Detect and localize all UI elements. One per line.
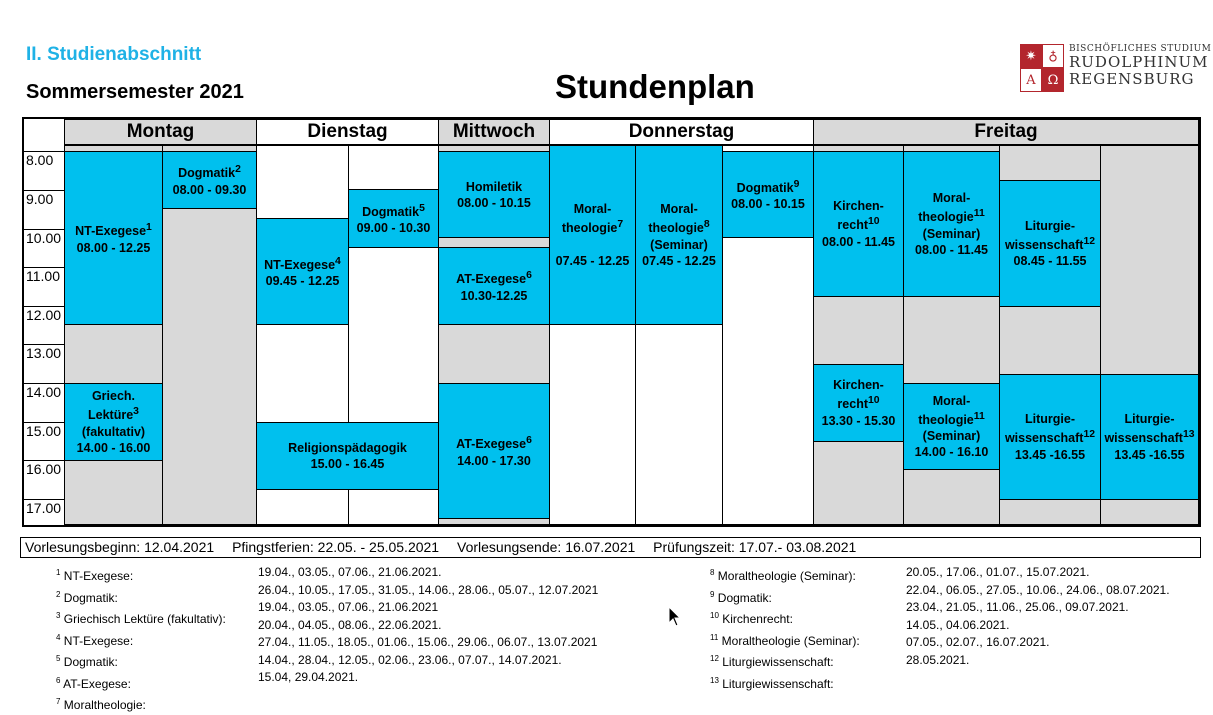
event-moraltheologie-11b[interactable]: Moral- theologie$^{11}$ (Seminar) 14.00 - 16.10 <box>903 383 1000 470</box>
event-dogmatik-5[interactable]: Dogmatik$^5$ 09.00 - 10.30 <box>348 189 439 248</box>
event-kirchenrecht-10b[interactable]: Kirchen- recht$^{10}$ 13.30 - 15.30 <box>813 364 904 442</box>
time-column <box>24 119 66 525</box>
semester-label: Sommersemester 2021 <box>26 81 244 103</box>
mouse-cursor-icon <box>668 606 682 633</box>
time-label: 11.00 <box>26 268 60 284</box>
event-dogmatik-9[interactable]: Dogmatik$^9$ 08.00 - 10.15 <box>722 151 814 238</box>
footnotes-left: $^1$ NT-Exegese: $^2$ Dogmatik: $^3$ Griechisch Lektüre (fakultativ): $^4$ NT-Exegese: $^5$ Dogmatik: $^6$ AT-Exegese: $^7$ Moraltheologie: <box>56 568 226 712</box>
time-label: 12.00 <box>26 307 62 323</box>
event-nt-exegese-4[interactable]: NT-Exegese$^4$ 09.45 - 12.25 <box>256 218 349 325</box>
event-liturgiewissenschaft-13[interactable]: Liturgie- wissenschaft$^{13}$ 13.45 -16.55 <box>1100 374 1199 500</box>
section-title: II. Studienabschnitt <box>26 44 202 65</box>
lecture-end: Vorlesungsende: 16.07.2021 <box>457 539 636 555</box>
time-label: 13.00 <box>26 345 62 361</box>
logo-line3: REGENSBURG <box>1069 70 1195 88</box>
footnotes-right-dates: 20.05., 17.06., 01.07., 15.07.2021. 22.04., 06.05., 27.05., 10.06., 24.06., 08.07.2021. 23.04., 21.05., 11.06., 25.06., 09.07.2021. 14.05., 04.06.2021. 07.05., 02.07., 16.07.2021. 28.05.2021. <box>906 565 1170 667</box>
time-label: 9.00 <box>26 191 54 207</box>
logo-alpha-icon: A <box>1020 68 1042 92</box>
logo-fish-icon: ♁ <box>1042 44 1064 68</box>
timetable <box>22 117 1201 527</box>
event-religionspaedagogik[interactable]: Religionspädagogik 15.00 - 16.45 <box>256 422 439 490</box>
footnotes-left-dates: 19.04., 03.05., 07.06., 21.06.2021. 26.04., 10.05., 17.05., 31.05., 14.06., 28.06., 05.07., 12.07.2021 19.04., 03.05., 07.06., 21.06.2021 20.04., 04.05., 08.06., 22.06.2021. 27.04., 11.05., 18.05., 01.06., 15.06., 29.06., 06.07., 13.07.2021 14.04., 28.04., 12.05., 02.06., 23.06., 07.07., 14.07.2021. 15.04, 29.04.2021. <box>258 565 599 684</box>
event-kirchenrecht-10a[interactable]: Kirchen- recht$^{10}$ 08.00 - 11.45 <box>813 151 904 297</box>
footnotes-right: $^8$ Moraltheologie (Seminar): $^9$ Dogmatik: $^{10}$ Kirchenrecht: $^{11}$ Moraltheologie (Seminar): $^{12}$ Liturgiewissenschaft: $^{13}$ Liturgiewissenschaft: <box>710 568 860 691</box>
logo <box>1020 44 1212 96</box>
logo-line2: RUDOLPHINUM <box>1069 53 1209 71</box>
event-liturgiewissenschaft-12a[interactable]: Liturgie- wissenschaft$^{12}$ 08.45 - 11.55 <box>999 180 1101 307</box>
exam-period: Prüfungszeit: 17.07.- 03.08.2021 <box>653 539 857 555</box>
event-dogmatik-2[interactable]: Dogmatik$^2$ 08.00 - 09.30 <box>162 151 257 209</box>
day-header-montag: Montag <box>64 119 257 145</box>
event-at-exegese-6b[interactable]: AT-Exegese$^6$ 14.00 - 17.30 <box>438 383 550 519</box>
event-griech-lektuere[interactable]: Griech. Lektüre$^3$ (fakultativ) 14.00 - 16.00 <box>64 383 163 461</box>
event-nt-exegese-1[interactable]: NT-Exegese$^1$ 08.00 - 12.25 <box>64 151 163 325</box>
pentecost-holiday: Pfingstferien: 22.05. - 25.05.2021 <box>232 539 440 555</box>
logo-line1: BISCHÖFLICHES STUDIUM <box>1069 44 1212 54</box>
event-moraltheologie-11a[interactable]: Moral- theologie$^{11}$ (Seminar) 08.00 - 11.45 <box>903 151 1000 297</box>
event-liturgiewissenschaft-12b[interactable]: Liturgie- wissenschaft$^{12}$ 13.45 -16.55 <box>999 374 1101 500</box>
logo-star-icon: ✷ <box>1020 44 1042 68</box>
logo-omega-icon: Ω <box>1042 68 1064 92</box>
day-header-donnerstag: Donnerstag <box>549 119 814 145</box>
day-header-freitag: Freitag <box>813 119 1199 145</box>
time-label: 10.00 <box>26 230 62 246</box>
time-label: 17.00 <box>26 500 62 516</box>
time-label: 14.00 <box>26 384 62 400</box>
time-label: 16.00 <box>26 461 62 477</box>
time-label: 8.00 <box>26 152 54 168</box>
time-label: 15.00 <box>26 423 62 439</box>
page-title: Stundenplan <box>555 68 755 105</box>
event-homiletik[interactable]: Homiletik 08.00 - 10.15 <box>438 151 550 238</box>
day-header-dienstag: Dienstag <box>256 119 439 145</box>
semester-info-bar <box>20 537 1201 558</box>
event-at-exegese-6a[interactable]: AT-Exegese$^6$ 10.30-12.25 <box>438 247 550 325</box>
event-moraltheologie-7[interactable]: Moral- theologie$^7$ 07.45 - 12.25 <box>549 145 636 325</box>
day-header-mittwoch: Mittwoch <box>438 119 550 145</box>
lecture-start: Vorlesungsbeginn: 12.04.2021 <box>25 539 215 555</box>
event-moraltheologie-8[interactable]: Moral- theologie$^8$ (Seminar) 07.45 - 12.25 <box>635 145 723 325</box>
